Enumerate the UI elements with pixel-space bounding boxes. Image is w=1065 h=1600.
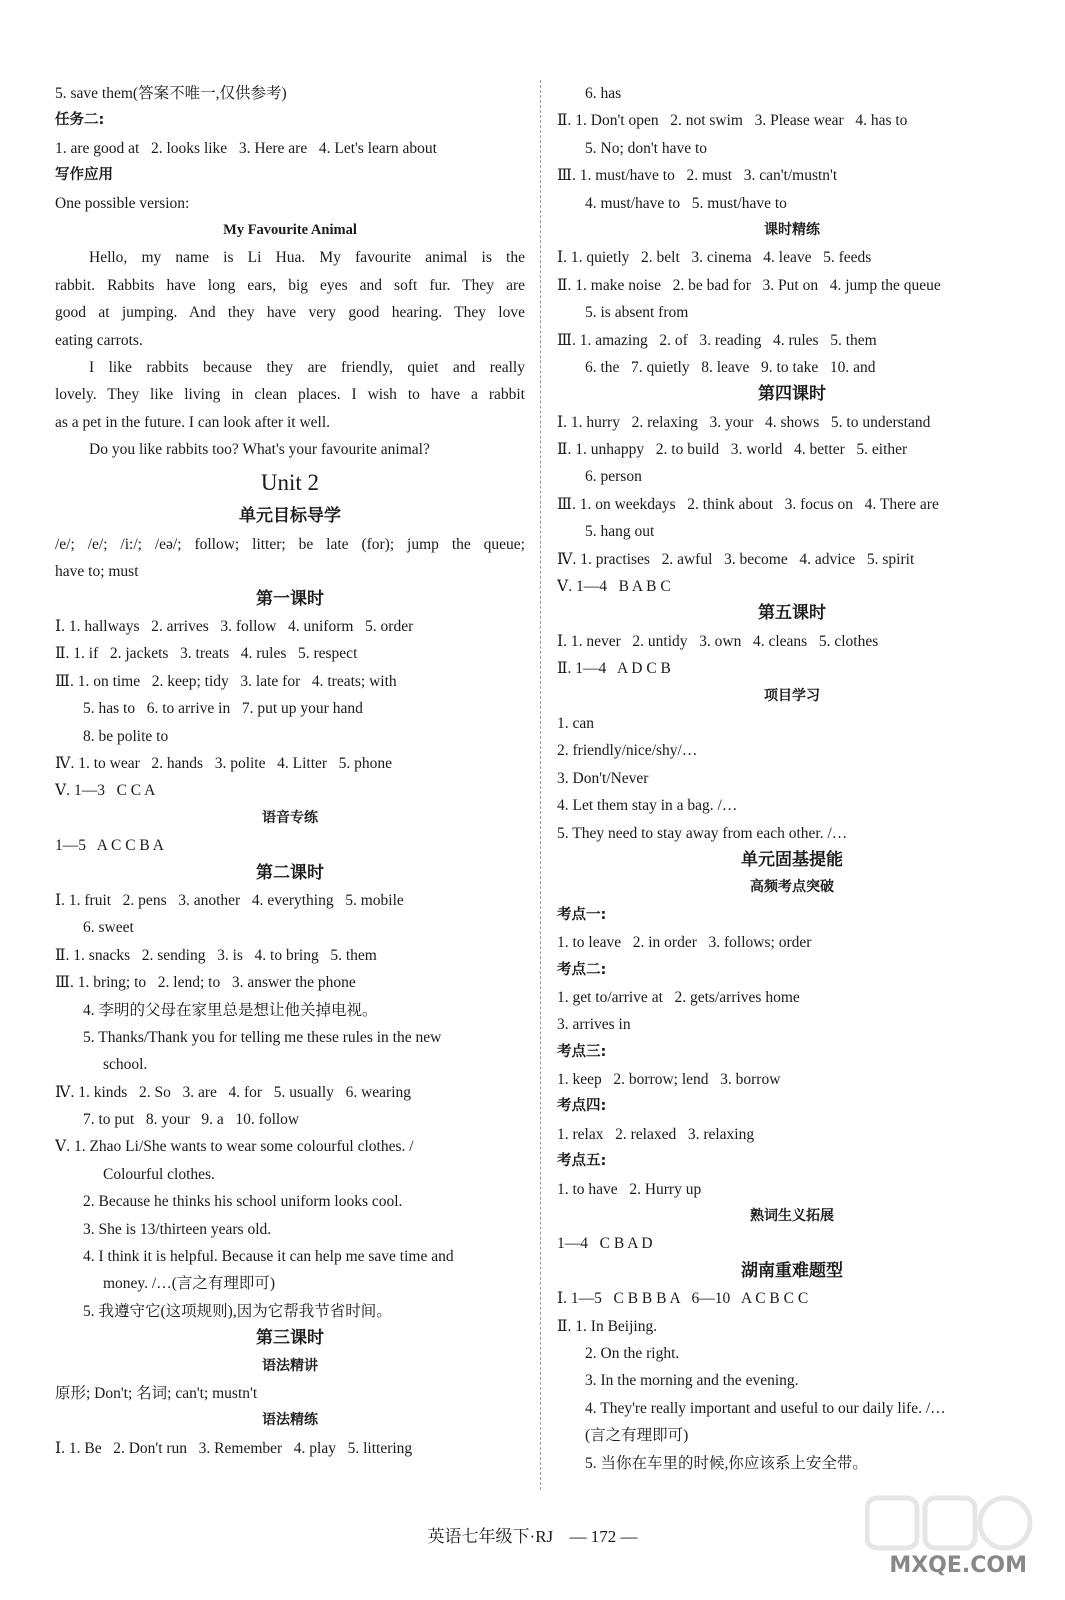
section-heading: 第五课时 [758,603,826,624]
section-heading: My Favourite Animal [223,221,357,238]
answer-line: Ⅰ. 1. hurry 2. relaxing 3. your 4. shows 5. to understand [557,413,931,431]
answer-line: have to; must [55,563,139,581]
section-heading: 课时精练 [764,221,820,238]
answer-line: 5. save them(答案不唯一,仅供参考) [55,85,287,102]
answer-line: Ⅱ. 1. unhappy 2. to build 3. world 4. better 5. either [557,441,908,459]
answer-line: Ⅱ. 1. Don't open 2. not swim 3. Please wear 4. has to [557,112,908,130]
answer-line: 1—5 A C C B A [55,837,164,855]
answer-line: Ⅰ. 1. fruit 2. pens 3. another 4. everything 5. mobile [55,891,404,909]
section-heading: 考点五: [557,1153,607,1170]
answer-line: 1. are good at 2. looks like 3. Here are 4. Let's learn about [55,139,437,157]
answer-line: 5. is absent from [585,304,689,322]
answer-line: good at jumping. And they have very good hearing. They love [55,304,525,322]
answer-line: Ⅳ. 1. kinds 2. So 3. are 4. for 5. usually 6. wearing [55,1083,412,1101]
page-number: — 172 — [569,1527,638,1546]
answer-line: I like rabbits because they are friendly, quiet and really [89,358,525,376]
section-heading: 写作应用 [55,167,113,184]
answer-line: 3. In the morning and the evening. [585,1372,799,1390]
answer-line: 3. She is 13/thirteen years old. [83,1220,272,1238]
section-heading: 考点四: [557,1098,607,1115]
answer-line: as a pet in the future. I can look after it well. [55,413,331,431]
section-heading: 语音专练 [262,809,318,826]
answer-line: 5. Thanks/Thank you for telling me these rules in the new [83,1028,442,1046]
answer-line: eating carrots. [55,331,143,349]
section-heading: 考点三: [557,1043,607,1060]
answer-line: money. /…(言之有理即可) [103,1275,276,1293]
answer-line: 1. to leave 2. in order 3. follows; order [557,934,812,952]
answer-line: One possible version: [55,194,190,212]
answer-line: 4. must/have to 5. must/have to [585,194,787,212]
answer-line: Ⅳ. 1. to wear 2. hands 3. polite 4. Litter 5. phone [55,754,393,772]
answer-line: lovely. They like living in clean places. I wish to have a rabbit [55,386,525,404]
footer-label: 英语七年级下·RJ [427,1527,554,1546]
answer-line: 5. hang out [585,523,655,541]
watermark-text: MXQE.COM [889,1553,1027,1578]
answer-line: rabbit. Rabbits have long ears, big eyes and soft fur. They are [55,276,525,294]
answer-line: Ⅲ. 1. amazing 2. of 3. reading 4. rules 5. them [557,331,877,349]
section-heading: 语法精讲 [262,1357,318,1374]
answer-line: 原形; Don't; 名词; can't; mustn't [55,1384,258,1402]
section-heading: 任务二: [55,112,105,129]
answer-line: Ⅱ. 1. snacks 2. sending 3. is 4. to bring 5. them [55,946,377,964]
answer-line: Ⅰ. 1. quietly 2. belt 3. cinema 4. leave 5. feeds [557,249,872,267]
answer-line: 3. Don't/Never [557,769,649,787]
answer-line: 1—4 C B A D [557,1235,653,1253]
section-heading: 语法精练 [262,1412,318,1429]
answer-line: 8. be polite to [83,727,169,745]
answer-line: Ⅲ. 1. on time 2. keep; tidy 3. late for 4. treats; with [55,672,397,690]
answer-line: (言之有理即可) [585,1427,689,1445]
answer-line: Ⅱ. 1. In Beijing. [557,1317,658,1335]
answer-line: 1. to have 2. Hurry up [557,1180,702,1198]
section-heading: 高频考点突破 [750,879,834,896]
answer-line: Ⅳ. 1. practises 2. awful 3. become 4. advice 5. spirit [557,550,915,568]
section-heading: 单元目标导学 [239,506,341,527]
section-heading: 单元固基提能 [741,849,843,870]
column-divider [540,80,541,1490]
answer-line: 3. arrives in [557,1016,631,1034]
answer-line: Hello, my name is Li Hua. My favourite animal is the [89,249,525,267]
answer-line: 4. Let them stay in a bag. /… [557,797,738,815]
answer-line: Colourful clothes. [103,1165,215,1183]
answer-line: 5. They need to stay away from each other. /… [557,824,848,842]
answer-line: Ⅰ. 1. hallways 2. arrives 3. follow 4. uniform 5. order [55,618,414,636]
answer-line: Do you like rabbits too? What's your favourite animal? [89,441,430,459]
answer-line: Ⅲ. 1. on weekdays 2. think about 3. focus on 4. There are [557,495,939,513]
answer-line: Ⅴ. 1. Zhao Li/She wants to wear some colourful clothes. / [55,1138,414,1156]
section-heading: 第三课时 [256,1328,324,1349]
section-heading: 考点二: [557,961,607,978]
answer-line: 5. 当你在车里的时候,你应该系上安全带。 [585,1454,868,1472]
section-heading: 考点一: [557,906,607,923]
answer-line: /e/; /e/; /i:/; /eə/; follow; litter; be late (for); jump the queue; [55,535,525,553]
answer-line: 6. person [585,468,642,486]
answer-line: Ⅱ. 1—4 A D C B [557,660,671,678]
answer-line: 1. can [557,714,595,732]
answer-line: 5. 我遵守它(这项规则),因为它帮我节省时间。 [83,1302,392,1320]
answer-line: 5. has to 6. to arrive in 7. put up your hand [83,700,363,718]
answer-line: 4. They're really important and useful to our daily life. /… [585,1399,946,1417]
left-column [55,80,525,1462]
answer-line: 6. the 7. quietly 8. leave 9. to take 10. and [585,358,876,376]
answer-line: Ⅲ. 1. must/have to 2. must 3. can't/mustn't [557,167,838,185]
answer-line: 4. I think it is helpful. Because it can help me save time and [83,1248,454,1266]
answer-line: Ⅴ. 1—4 B A B C [557,578,671,596]
answer-line: 2. Because he thinks his school uniform looks cool. [83,1193,403,1211]
answer-line: 7. to put 8. your 9. a 10. follow [83,1111,300,1129]
answer-line: Ⅲ. 1. bring; to 2. lend; to 3. answer the phone [55,974,356,992]
section-heading: 第二课时 [256,862,324,883]
right-column [557,80,1027,1477]
answer-line: 6. has [585,85,622,102]
answer-line: 5. No; don't have to [585,139,708,157]
answer-line: school. [103,1056,148,1074]
answer-line: Ⅰ. 1. never 2. untidy 3. own 4. cleans 5. clothes [557,632,879,650]
answer-line: 1. get to/arrive at 2. gets/arrives home [557,988,800,1006]
answer-line: Ⅴ. 1—3 C C A [55,782,156,800]
section-heading: 熟词生义拓展 [750,1208,834,1225]
answer-line: 1. relax 2. relaxed 3. relaxing [557,1125,755,1143]
section-heading: 项目学习 [764,687,820,704]
answer-line: Ⅱ. 1. if 2. jackets 3. treats 4. rules 5. respect [55,645,358,663]
answer-line: 2. friendly/nice/shy/… [557,742,698,760]
section-heading: Unit 2 [260,470,320,496]
answer-line: Ⅱ. 1. make noise 2. be bad for 3. Put on 4. jump the queue [557,276,941,294]
answer-line: 2. On the right. [585,1344,680,1362]
answer-line: Ⅰ. 1—5 C B B B A 6—10 A C B C C [557,1290,809,1308]
section-heading: 第四课时 [758,384,826,405]
answer-line: Ⅰ. 1. Be 2. Don't run 3. Remember 4. play 5. littering [55,1439,413,1457]
section-heading: 第一课时 [256,588,324,609]
answer-line: 1. keep 2. borrow; lend 3. borrow [557,1071,781,1089]
answer-line: 6. sweet [83,919,134,937]
section-heading: 湖南重难题型 [741,1260,843,1281]
answer-line: 4. 李明的父母在家里总是想让他关掉电视。 [83,1001,378,1019]
